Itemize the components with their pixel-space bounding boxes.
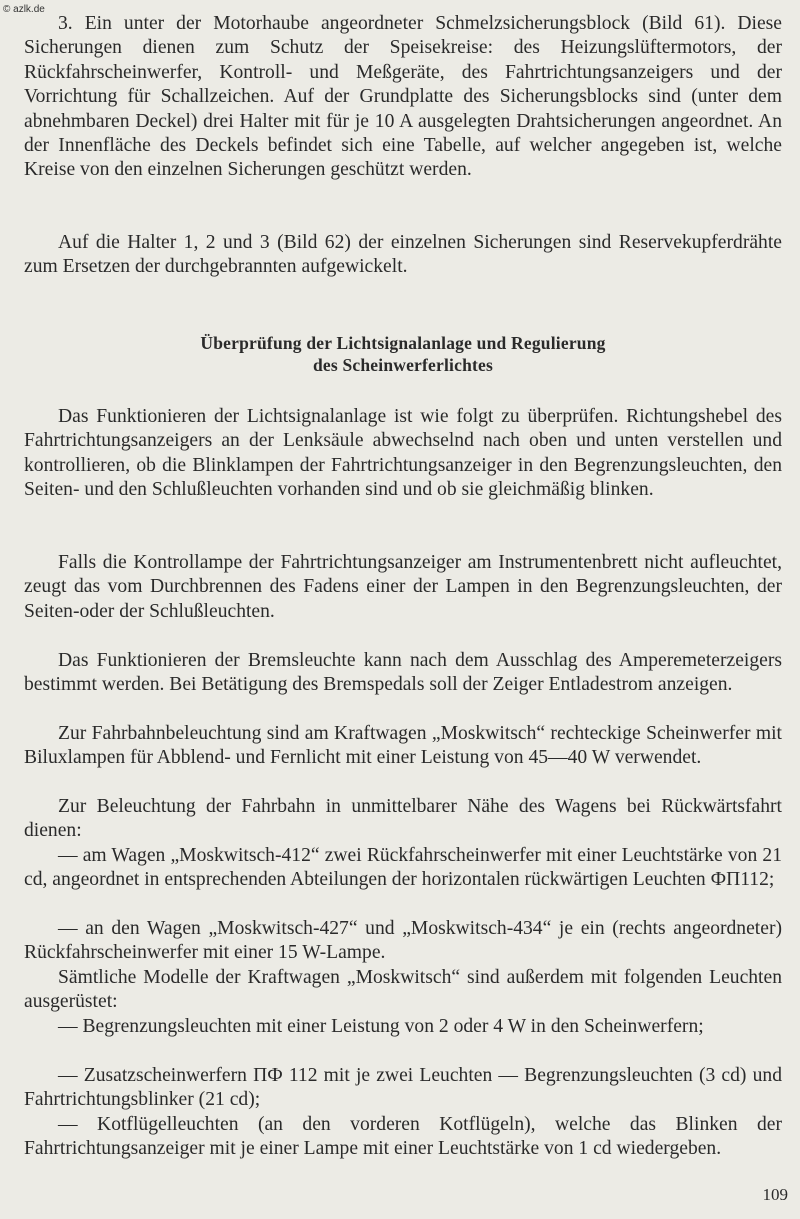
list-item: — am Wagen „Moskwitsch-412“ zwei Rückfahrscheinwerfer mit einer Leuchtstärke von 21 cd, angeordnet in entsprechenden Abteilungen der horizontalen rückwärtigen Leuchten ФП112; [24, 845, 782, 891]
heading-line: des Scheinwerferlichtes [312, 355, 494, 375]
section-heading [24, 332, 782, 376]
paragraph: Sämtliche Modelle der Kraftwagen „Moskwitsch“ sind außerdem mit folgenden Leuchten ausgerüstet: [24, 967, 782, 1013]
paragraph: Zur Fahrbahnbeleuchtung sind am Kraftwagen „Moskwitsch“ rechteckige Scheinwerfer mit Biluxlampen für Abblend- und Fernlicht mit einer Leistung von 45—40 W verwendet. [24, 723, 782, 769]
page-content [24, 12, 782, 1186]
paragraph: Das Funktionieren der Bremsleuchte kann nach dem Ausschlag des Amperemeterzeigers bestimmt werden. Bei Betätigung des Bremspedals soll der Zeiger Entladestrom anzeigen. [24, 650, 782, 696]
list-item: — Kotflügelleuchten (an den vorderen Kotflügeln), welche das Blinken der Fahrtrichtungsanzeiger mit je einer Lampe mit einer Leuchtstärke von 1 cd wiedergeben. [24, 1114, 782, 1160]
list-item: — Zusatzscheinwerfern ПФ 112 mit je zwei Leuchten — Begrenzungsleuchten (3 cd) und Fahrtrichtungsblinker (21 cd); [24, 1065, 782, 1111]
paragraph: 3. Ein unter der Motorhaube angeordneter Schmelzsicherungsblock (Bild 61). Diese Sicherungen dienen zum Schutz der Speisekreise: des Heizungslüftermotors, der Rückfahrscheinwerfer, Kontroll- und Meßgeräte, des Fahrtrichtungsanzeigers und der Vorrichtung für Schallzeichen. Auf der Grundplatte des Sicherungsblocks sind (unter dem abnehmbaren Deckel) drei Halter mit für je 10 A ausgelegten Drahtsicherungen angeordnet. An der Innenfläche des Deckels befindet sich eine Tabelle, auf welcher angegeben ist, welche Kreise von den einzelnen Sicherungen geschützt werden. [24, 13, 782, 181]
paragraph: Zur Beleuchtung der Fahrbahn in unmittelbarer Nähe des Wagens bei Rückwärtsfahrt dienen: [24, 796, 782, 842]
paragraph: Falls die Kontrollampe der Fahrtrichtungsanzeiger am Instrumentenbrett nicht aufleuchtet, zeugt das vom Durchbrennen des Fadens einer der Lampen in den Begrenzungsleuchten, der Seiten-oder der Schlußleuchten. [24, 552, 782, 622]
list-item: — Begrenzungsleuchten mit einer Leistung von 2 oder 4 W in den Scheinwerfern; [58, 1016, 704, 1037]
list-item: — an den Wagen „Moskwitsch-427“ und „Moskwitsch-434“ je ein (rechts angeordneter) Rückfahrscheinwerfer mit einer 15 W-Lampe. [24, 918, 782, 964]
watermark: © azlk.de [3, 4, 45, 15]
heading-line: Überprüfung der Lichtsignalanlage und Regulierung [200, 333, 606, 353]
paragraph: Auf die Halter 1, 2 und 3 (Bild 62) der einzelnen Sicherungen sind Reservekupferdrähte zum Ersetzen der durchgebrannten aufgewickelt. [24, 232, 782, 278]
page-number: 109 [762, 1185, 788, 1204]
paragraph: Das Funktionieren der Lichtsignalanlage ist wie folgt zu überprüfen. Richtungshebel des Fahrtrichtungsanzeigers an der Lenksäule abwechselnd nach oben und unten verstellen und kontrollieren, ob die Blinklampen der Fahrtrichtungsanzeiger in den Begrenzungsleuchten, den Seiten- und den Schlußleuchten vorhanden sind und ob sie gleichmäßig blinken. [24, 406, 782, 501]
